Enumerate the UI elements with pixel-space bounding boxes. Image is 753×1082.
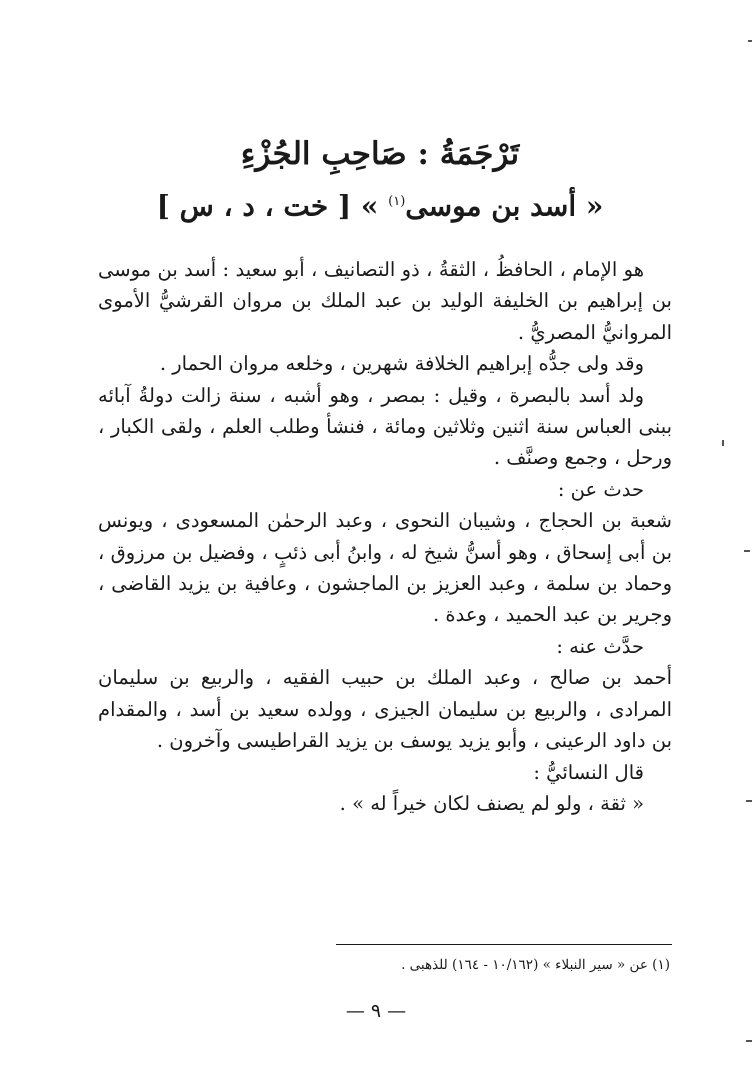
paragraph-birth: ولد أسد بالبصرة ، وقيل : بمصر ، وهو أشبه ، سنة زالت دولةُ آبائه ببنى العباس سنة اثنين وثلاثين ومائة ، فنشأ وطلب العلم ، ولقى الكبار ، ورحل ، وجمع وصنَّف .	[98, 383, 672, 470]
body-text	[98, 254, 672, 819]
page-subtitle	[100, 180, 660, 228]
paragraph-students: أحمد بن صالح ، وعبد الملك بن حبيب الفقيه ، والربيع بن سليمان المرادى ، والربيع بن سليمان الجيزى ، وولده سعيد بن أسد ، والمقدام بن داود الرعينى ، وأبو يزيد يوسف بن يزيد القراطيسى وآخرون .	[98, 666, 672, 753]
section-heading-teachers: حدث عن :	[557, 477, 644, 501]
subtitle-name: « أسد بن موسى	[405, 189, 604, 223]
margin-mark	[748, 40, 752, 42]
section-heading-nasai: قال النسائيُّ :	[533, 760, 644, 784]
footnote: (١) عن « سير النبلاء » (١٠/١٦٢ - ١٦٤) للذهبى .	[401, 957, 670, 973]
paragraph-grandfather: وقد ولى جدُّه إبراهيم الخلافة شهرين ، وخلعه مروان الحمار .	[159, 352, 644, 376]
section-heading-students: حدَّث عنه :	[556, 634, 644, 658]
margin-mark	[744, 550, 750, 552]
footnote-reference[interactable]: (١)	[388, 194, 406, 209]
heading-block	[100, 132, 660, 228]
paragraph-teachers: شعبة بن الحجاج ، وشيبان النحوى ، وعبد الرحمٰن المسعودى ، ويونس بن أبى إسحاق ، وهو أسنُّ شيخ له ، وابنُ أبى ذئبٍ ، وفضيل بن مرزوق ، وحماد بن سلمة ، وعبد العزيز بن الماجشون ، وعافية بن يزيد القاضى ، وجرير بن عبد الحميد ، وعدة .	[98, 509, 672, 627]
page-number: — ٩ —	[345, 1000, 407, 1022]
paragraph-intro: هو الإمام ، الحافظُ ، الثقةُ ، ذو التصانيف ، أبو سعيد : أسد بن موسى بن إبراهيم بن الخليفة الوليد بن عبد الملك بن مروان القرشيُّ الأموى المروانيُّ المصريُّ .	[98, 258, 672, 344]
footnote-divider	[336, 944, 672, 945]
margin-mark	[746, 800, 752, 802]
nasai-quote: « ثقة ، ولو لم يصنف لكان خيراً له » .	[339, 791, 644, 815]
subtitle-sigla: » [ خت ، د ، س ]	[156, 189, 389, 223]
margin-mark	[722, 440, 724, 446]
page-title: تَرْجَمَةُ : صَاحِبِ الجُزْءِ	[240, 136, 520, 172]
margin-mark	[746, 1040, 752, 1042]
